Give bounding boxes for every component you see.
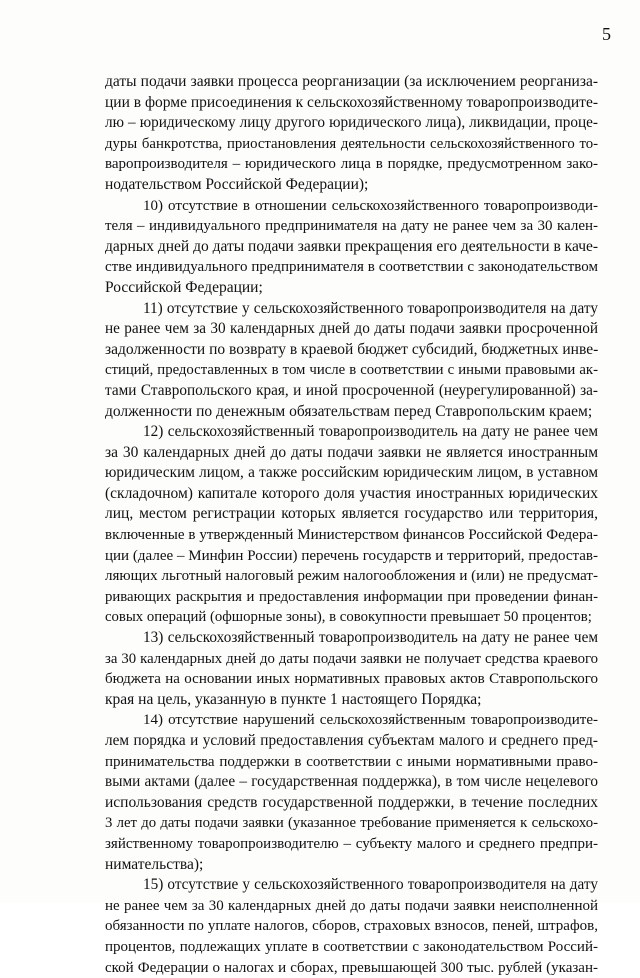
page-number: 5: [602, 24, 611, 44]
text-line: стиций, предоставленных в том числе в соответствии с иными правовыми ак-: [105, 362, 598, 379]
text-line: ской Федерации о налогах и сборах, превышающей 300 тыс. рублей (указан-: [105, 959, 598, 976]
text-line: 10) отсутствие в отношении сельскохозяйственного товаропроизводи-: [143, 197, 598, 214]
text-line: 13) сельскохозяйственный товаропроизводитель на дату не ранее чем: [143, 629, 598, 647]
text-line: процентов, подлежащих уплате в соответствии с законодательством Россий-: [105, 938, 598, 955]
text-line: 14) отсутствие нарушений сельскохозяйственным товаропроизводите-: [143, 712, 598, 729]
text-line: ции в форме присоединения к сельскохозяйственному товаропроизводите-: [105, 93, 598, 111]
text-line: выми актами (далее – государственная поддержка), в том числе нецелевого: [105, 773, 598, 791]
text-line: долженности по денежным обязательствам перед Ставропольским краем;: [105, 402, 593, 420]
text-line: за 30 календарных дней до даты подачи заявки не получает средства краевого: [105, 650, 598, 667]
text-line: края на цель, указанную в пункте 1 настоящего Порядка;: [105, 690, 482, 708]
text-line: стве индивидуального предпринимателя в соответствии с законодательством: [105, 259, 598, 276]
text-line: даты подачи заявки процесса реорганизации (за исключением реорганиза-: [105, 73, 598, 90]
text-line: дарных дней до даты подачи заявки прекращения его деятельности в каче-: [105, 237, 599, 255]
document-body: [105, 72, 598, 978]
text-line: обязанности по уплате налогов, сборов, страховых взносов, пеней, штрафов,: [105, 918, 598, 935]
text-line: за 30 календарных дней до даты подачи заявки не является иностранным: [105, 443, 598, 461]
text-line: нимательства);: [105, 855, 204, 873]
text-line: лиц, местом регистрации которых является государство или территория,: [105, 505, 598, 523]
text-line: не ранее чем за 30 календарных дней до даты подачи заявки неисполненной: [105, 897, 598, 914]
text-line: лю – юридическому лицу другого юридического лица), ликвидации, проце-: [105, 114, 598, 132]
text-line: 12) сельскохозяйственный товаропроизводитель на дату не ранее чем: [143, 423, 598, 441]
text-line: юридическим лицом, а также российским юридическим лицом, в уставном: [105, 464, 598, 482]
text-line: ции (далее – Минфин России) перечень государств и территорий, предостав-: [105, 547, 598, 564]
text-line: не ранее чем за 30 календарных дней до даты подачи заявки просроченной: [105, 320, 598, 338]
text-line: дуры банкротства, приостановления деятельности сельскохозяйственного то-: [105, 135, 598, 152]
text-line: теля – индивидуального предпринимателя на дату не ранее чем за 30 кален-: [105, 218, 598, 235]
text-line: зяйственному товаропроизводителю – субъекту малого и среднего предпри-: [105, 835, 598, 852]
text-line: бюджета на основании иных нормативных правовых актов Ставропольского: [105, 671, 598, 688]
text-line: использования средств государственной поддержки, в течение последних: [105, 793, 598, 811]
text-line: принимательства поддержки в соответствии с иными нормативными право-: [105, 753, 598, 770]
text-line: нодательством Российской Федерации);: [105, 175, 369, 193]
text-line: Российской Федерации;: [105, 278, 263, 296]
text-line: тами Ставропольского края, и иной просроченной (неурегулированной) за-: [105, 381, 598, 399]
text-line: ляющих льготный налоговый режим налогообложения и (или) не предусмат-: [105, 568, 598, 585]
text-line: 11) отсутствие у сельскохозяйственного товаропроизводителя на дату: [143, 299, 598, 317]
text-line: 15) отсутствие у сельскохозяйственного товаропроизводителя на дату: [143, 876, 598, 894]
text-line: варопроизводителя – юридического лица в порядке, предусмотренном зако-: [105, 156, 598, 173]
text-line: (складочном) капитале которого доля участия иностранных юридических: [105, 484, 598, 502]
text-line: совых операций (офшорные зоны), в совокупности превышает 50 процентов;: [105, 609, 592, 626]
text-line: 3 лет до даты подачи заявки (указанное требование применяется к сельскохо-: [105, 815, 598, 832]
text-line: задолженности по возврату в краевой бюджет субсидий, бюджетных инве-: [105, 340, 599, 358]
text-line: лем порядка и условий предоставления субъектам малого и среднего пред-: [105, 732, 598, 749]
text-line: включенные в утвержденный Министерством финансов Российской Федера-: [105, 527, 598, 544]
text-line: ривающих раскрытия и предоставления информации при проведении финан-: [105, 588, 598, 605]
